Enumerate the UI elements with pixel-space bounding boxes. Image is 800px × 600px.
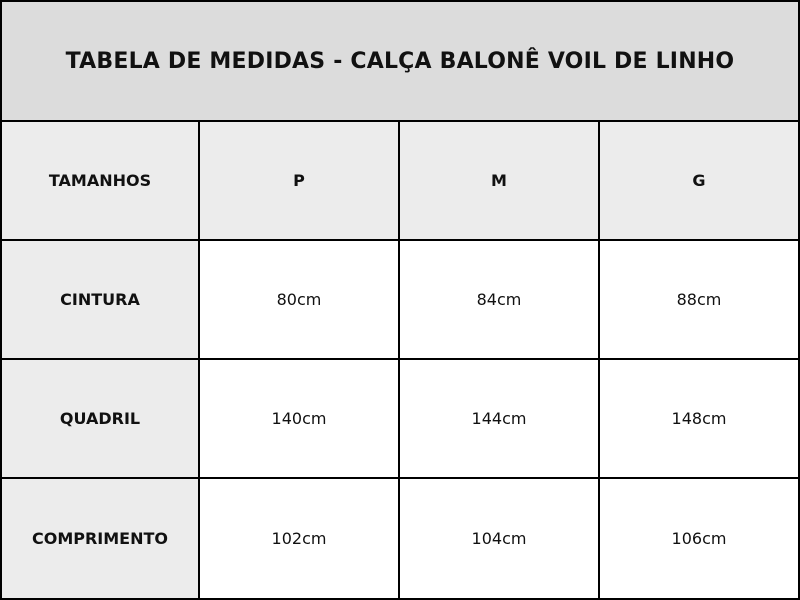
cell-cintura-p: 80cm — [200, 241, 400, 360]
cell-comprimento-p: 102cm — [200, 479, 400, 598]
cell-cintura-m: 84cm — [400, 241, 600, 360]
row-label-cintura: CINTURA — [2, 241, 200, 360]
cell-comprimento-m: 104cm — [400, 479, 600, 598]
header-size-p: P — [200, 122, 400, 241]
row-label-comprimento: COMPRIMENTO — [2, 479, 200, 598]
cell-quadril-p: 140cm — [200, 360, 400, 479]
header-size-m: M — [400, 122, 600, 241]
cell-quadril-g: 148cm — [600, 360, 798, 479]
row-label-quadril: QUADRIL — [2, 360, 200, 479]
cell-quadril-m: 144cm — [400, 360, 600, 479]
header-sizes-label: TAMANHOS — [2, 122, 200, 241]
cell-comprimento-g: 106cm — [600, 479, 798, 598]
cell-cintura-g: 88cm — [600, 241, 798, 360]
size-chart-grid — [2, 122, 798, 598]
header-size-g: G — [600, 122, 798, 241]
table-title: TABELA DE MEDIDAS - CALÇA BALONÊ VOIL DE LINHO — [2, 2, 798, 122]
